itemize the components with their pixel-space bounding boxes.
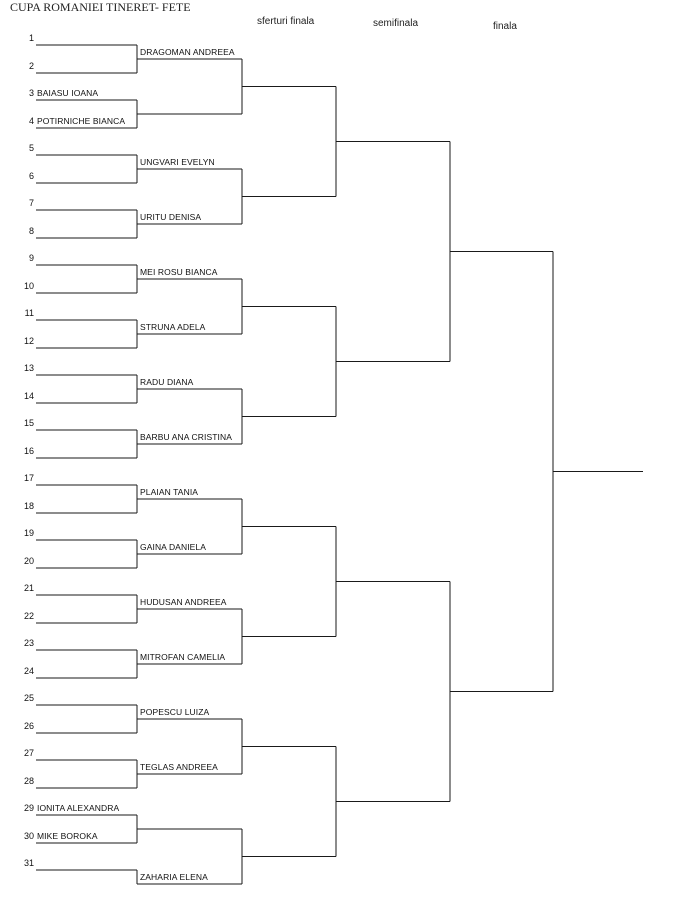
seed-number: 8: [28, 226, 34, 236]
seed-number: 10: [23, 281, 34, 291]
seed-number: 15: [23, 418, 34, 428]
seed-number: 17: [23, 473, 34, 483]
seed-number: 21: [23, 583, 34, 593]
player-name: HUDUSAN ANDREEA: [140, 597, 227, 607]
seed-number: 11: [24, 308, 34, 318]
player-name: MITROFAN CAMELIA: [140, 652, 226, 662]
player-name: BAIASU IOANA: [37, 88, 99, 98]
seed-number: 27: [23, 748, 34, 758]
seed-number: 7: [28, 198, 34, 208]
player-name: STRUNA ADELA: [140, 322, 206, 332]
seed-number: 3: [28, 88, 34, 98]
round-header-quarterfinal: sferturi finala: [257, 16, 315, 27]
seed-number: 14: [23, 391, 34, 401]
seed-number: 26: [23, 721, 34, 731]
player-name: TEGLAS ANDREEA: [140, 762, 218, 772]
seed-number: 22: [23, 611, 34, 621]
player-name: POTIRNICHE BIANCA: [37, 116, 126, 126]
player-name: DRAGOMAN ANDREEA: [140, 47, 235, 57]
seed-number: 24: [23, 666, 34, 676]
player-name: BARBU ANA CRISTINA: [140, 432, 233, 442]
seed-number: 6: [28, 171, 34, 181]
player-name: GAINA DANIELA: [140, 542, 207, 552]
seed-number: 16: [23, 446, 34, 456]
seed-number: 29: [23, 803, 34, 813]
round-header-final: finala: [493, 21, 517, 32]
seed-number: 28: [23, 776, 34, 786]
seed-number: 2: [28, 61, 34, 71]
seed-number: 23: [23, 638, 34, 648]
page-title: CUPA ROMANIEI TINERET- FETE: [10, 0, 191, 14]
seed-number: 30: [23, 831, 34, 841]
seed-number: 4: [28, 116, 34, 126]
seed-number: 25: [23, 693, 34, 703]
seed-number: 1: [28, 33, 34, 43]
seed-number: 5: [28, 143, 34, 153]
seed-number: 18: [23, 501, 34, 511]
player-name: URITU DENISA: [140, 212, 202, 222]
seed-number: 12: [23, 336, 34, 346]
seed-number: 19: [23, 528, 34, 538]
seed-number: 9: [28, 253, 34, 263]
player-name: POPESCU LUIZA: [140, 707, 210, 717]
seed-number: 31: [23, 858, 34, 868]
player-name: ZAHARIA ELENA: [140, 872, 208, 882]
seed-number: 20: [23, 556, 34, 566]
player-name: IONITA ALEXANDRA: [37, 803, 120, 813]
player-name: MIKE BOROKA: [37, 831, 98, 841]
player-name: UNGVARI EVELYN: [140, 157, 215, 167]
player-name: PLAIAN TANIA: [140, 487, 199, 497]
seed-number: 13: [23, 363, 34, 373]
player-name: RADU DIANA: [140, 377, 194, 387]
round-header-semifinal: semifinala: [373, 18, 419, 29]
player-name: MEI ROSU BIANCA: [140, 267, 218, 277]
